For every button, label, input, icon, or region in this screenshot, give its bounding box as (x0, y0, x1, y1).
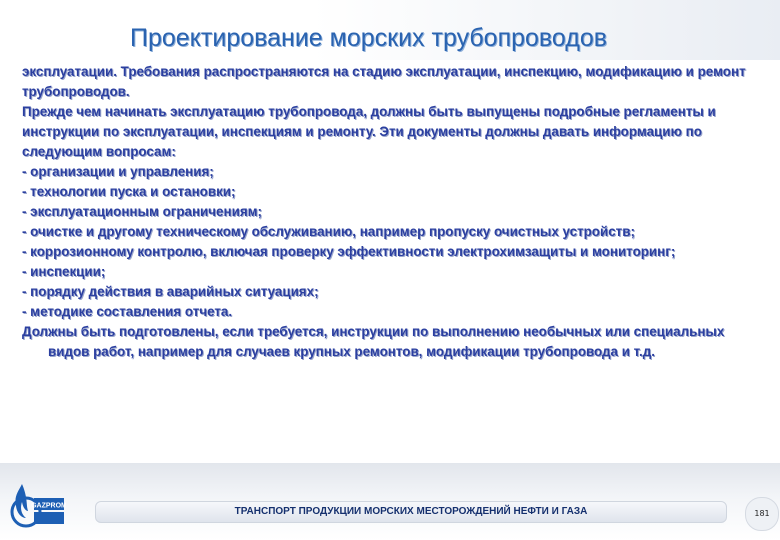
list-item: - методике составления отчета. (22, 304, 233, 319)
slide-title: Проектирование морских трубопроводов (130, 24, 608, 52)
gazprom-flame-logo-icon (8, 478, 66, 532)
page-number: 181 (754, 509, 770, 518)
svg-text:GAZPROM: GAZPROM (31, 502, 66, 510)
gazprom-logo (8, 478, 66, 532)
list-item: - организации и управления; (22, 164, 214, 179)
list-item: - эксплуатационным ограничениям; (22, 204, 262, 219)
body-paragraph: Прежде чем начинать эксплуатацию трубопровода, должны быть выпущены подробные регламенты и инструкции по эксплуатации, инспекциям и ремонту. Эти документы должны давать информацию по следующим вопросам: (22, 104, 716, 159)
list-item: - очистке и другому техническому обслуживанию, например пропуску очистных устройств; (22, 224, 635, 239)
list-item: - технологии пуска и остановки; (22, 184, 236, 199)
footer-caption: ТРАНСПОРТ ПРОДУКЦИИ МОРСКИХ МЕСТОРОЖДЕНИЙ НЕФТИ И ГАЗА (234, 506, 588, 517)
body-paragraph: эксплуатации. Требования распространяются на стадию эксплуатации, инспекцию, модификацию и ремонт трубопроводов. (22, 64, 746, 99)
list-item: - инспекции; (22, 264, 106, 279)
list-item: - коррозионному контролю, включая проверку эффективности электрохимзащиты и мониторинг; (22, 244, 676, 259)
slide-body (22, 62, 762, 362)
body-paragraph: Должны быть подготовлены, если требуется, инструкции по выполнению необычных или специальных видов работ, например для случаев крупных ремонтов, модификации трубопровода и т.д. (22, 324, 725, 359)
list-item: - порядку действия в аварийных ситуациях; (22, 284, 319, 299)
